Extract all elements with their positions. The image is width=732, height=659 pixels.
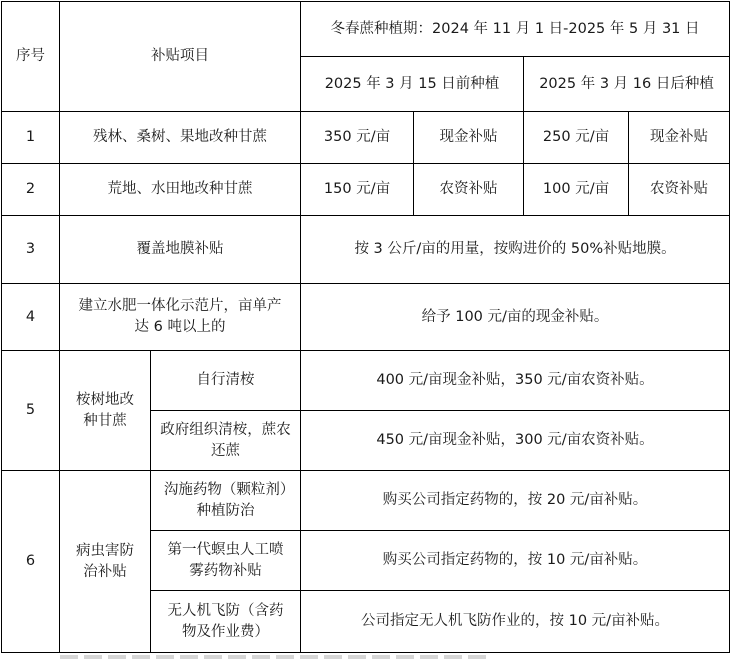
row-seq: 5 (2, 351, 60, 471)
row-type-before: 现金补贴 (414, 112, 524, 164)
table-row (2, 284, 730, 351)
row-subitem: 第一代螟虫人工喷雾药物补贴 (151, 531, 301, 591)
row-amount-after: 250 元/亩 (524, 112, 629, 164)
header-row-1 (2, 2, 730, 57)
row-type-before: 农资补贴 (414, 164, 524, 216)
header-seq: 序号 (2, 2, 60, 112)
row-item: 覆盖地膜补贴 (60, 216, 301, 284)
header-period: 冬春蔗种植期：2024 年 11 月 1 日-2025 年 5 月 31 日 (301, 2, 730, 57)
table-row (2, 471, 730, 531)
row-item: 建立水肥一体化示范片，亩单产达 6 吨以上的 (60, 284, 301, 351)
header-item: 补贴项目 (60, 2, 301, 112)
row-seq: 3 (2, 216, 60, 284)
row-item: 病虫害防治补贴 (60, 471, 151, 653)
row-amount-after: 100 元/亩 (524, 164, 629, 216)
header-after: 2025 年 3 月 16 日后种植 (524, 57, 730, 112)
row-type-after: 现金补贴 (629, 112, 730, 164)
row-subitem: 无人机飞防（含药物及作业费） (151, 591, 301, 653)
row-item: 荒地、水田地改种甘蔗 (60, 164, 301, 216)
row-seq: 2 (2, 164, 60, 216)
row-description: 公司指定无人机飞防作业的，按 10 元/亩补贴。 (301, 591, 730, 653)
row-description: 按 3 公斤/亩的用量，按购进价的 50%补贴地膜。 (301, 216, 730, 284)
row-subitem: 自行清桉 (151, 351, 301, 411)
row-item: 桉树地改种甘蔗 (60, 351, 151, 471)
row-description: 购买公司指定药物的，按 20 元/亩补贴。 (301, 471, 730, 531)
row-description: 购买公司指定药物的，按 10 元/亩补贴。 (301, 531, 730, 591)
subsidy-table (1, 1, 730, 653)
row-subitem: 沟施药物（颗粒剂）种植防治 (151, 471, 301, 531)
row-seq: 1 (2, 112, 60, 164)
row-type-after: 农资补贴 (629, 164, 730, 216)
table-row (2, 164, 730, 216)
row-subitem: 政府组织清桉，蔗农还蔗 (151, 411, 301, 471)
row-seq: 4 (2, 284, 60, 351)
table-row (2, 112, 730, 164)
row-seq: 6 (2, 471, 60, 653)
cut-off-text-line (60, 655, 490, 659)
row-description: 给予 100 元/亩的现金补贴。 (301, 284, 730, 351)
table-row (2, 351, 730, 411)
row-description: 450 元/亩现金补贴，300 元/亩农资补贴。 (301, 411, 730, 471)
row-amount-before: 350 元/亩 (301, 112, 414, 164)
table-row (2, 216, 730, 284)
row-description: 400 元/亩现金补贴，350 元/亩农资补贴。 (301, 351, 730, 411)
row-item: 残林、桑树、果地改种甘蔗 (60, 112, 301, 164)
row-amount-before: 150 元/亩 (301, 164, 414, 216)
header-before: 2025 年 3 月 15 日前种植 (301, 57, 524, 112)
